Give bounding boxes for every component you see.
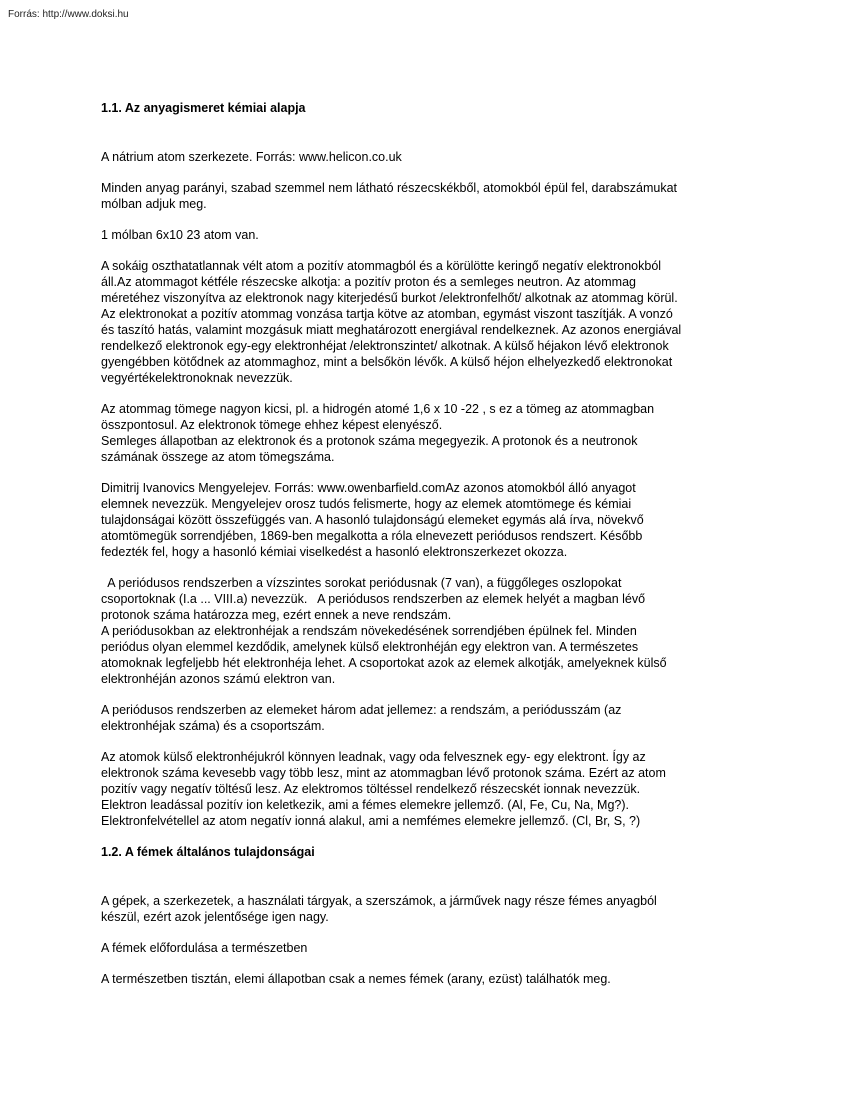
text-line: Az elektronokat a pozitív atommag vonzása tartja kötve az atomban, egymást viszont taszítják. A vonzó	[101, 307, 673, 321]
text-line: összpontosul. Az elektronok tömege ehhez képest elenyésző.	[101, 418, 443, 432]
text-line: számának összege az atom tömegszáma.	[101, 450, 335, 464]
text-line: A nátrium atom szerkezete. Forrás: www.helicon.co.uk	[101, 150, 402, 164]
paragraph	[101, 227, 751, 243]
text-line: 1.1. Az anyagismeret kémiai alapja	[101, 101, 306, 115]
paragraph	[101, 401, 751, 465]
paragraph	[101, 893, 751, 925]
text-line: fedezték fel, hogy a hasonló kémiai viselkedést a hasonló elektronszerkezet okozza.	[101, 545, 568, 559]
text-line: 1.2. A fémek általános tulajdonságai	[101, 845, 315, 859]
text-line: atomtömegük sorrendjében, 1869-ben megalkotta a róla elnevezett periódusos rendszert. Később	[101, 529, 643, 543]
text-line: pozitív vagy negatív töltésű lesz. Az elektromos töltéssel rendelkező részecskét ionnak nevezzük.	[101, 782, 641, 796]
text-line: A fémek előfordulása a természetben	[101, 941, 308, 955]
text-line: elemnek nevezzük. Mengyelejev orosz tudós felismerte, hogy az elemek atomtömege és kémiai	[101, 497, 632, 511]
text-line: A periódusos rendszerben az elemeket három adat jellemez: a rendszám, a periódusszám (az	[101, 703, 622, 717]
text-line: atomoknak legfeljebb hét elektronhéja lehet. A csoportokat azok az elemek alkotják, amelyeknek külső	[101, 656, 667, 670]
subsection-label	[101, 940, 751, 956]
text-line: 1 mólban 6x10 23 atom van.	[101, 228, 259, 242]
text-line: A periódusokban az elektronhéjak a rendszám növekedésének sorrendjében épülnek fel. Minden	[101, 624, 637, 638]
text-line: elektronhéjak száma) és a csoportszám.	[101, 719, 325, 733]
text-line: Az atommag tömege nagyon kicsi, pl. a hidrogén atomé 1,6 x 10 -22 , s ez a tömeg az atommagban	[101, 402, 655, 416]
text-line: Semleges állapotban az elektronok és a protonok száma megegyezik. A protonok és a neutronok	[101, 434, 638, 448]
text-line: vegyértékelektronoknak nevezzük.	[101, 371, 293, 385]
paragraph	[101, 480, 751, 560]
source-header: Forrás: http://www.doksi.hu	[8, 9, 129, 20]
paragraph	[101, 180, 751, 212]
document-body	[101, 100, 751, 987]
text-line: A természetben tisztán, elemi állapotban csak a nemes fémek (arany, ezüst) találhatók meg.	[101, 972, 611, 986]
text-line: Elektronfelvétellel az atom negatív ionná alakul, ami a nemfémes elemekre jellemző. (Cl, Br, S, ?)	[101, 814, 641, 828]
text-line: rendelkező elektronok egy-egy elektronhéjat /elektronszintet/ alkotnak. A külső héjakon lévő elektronok	[101, 339, 669, 353]
text-line: A gépek, a szerkezetek, a használati tárgyak, a szerszámok, a járművek nagy része fémes anyagból	[101, 894, 657, 908]
text-line: Az atomok külső elektronhéjukról könnyen leadnak, vagy oda felvesznek egy- egy elektront. Így az	[101, 750, 646, 764]
section-heading	[101, 844, 751, 860]
text-line: Elektron leadással pozitív ion keletkezik, ami a fémes elemekre jellemző. (Al, Fe, Cu, Na, Mg?).	[101, 798, 629, 812]
text-line: és taszító hatás, valamint mozgásuk miatt meghatározott energiával rendelkeznek. Az azonos energiával	[101, 323, 682, 337]
text-line: csoportoknak (I.a ... VIII.a) nevezzük. A periódusos rendszerben az elemek helyét a magban lévő	[101, 592, 646, 606]
text-line: periódus olyan elemmel kezdődik, amelynek külső elektronhéján egy elektron van. A természetes	[101, 640, 639, 654]
image-caption	[101, 149, 751, 165]
text-line: A periódusos rendszerben a vízszintes sorokat periódusnak (7 van), a függőleges oszlopokat	[101, 576, 622, 590]
paragraph	[101, 702, 751, 734]
text-line: A sokáig oszthatatlannak vélt atom a pozitív atommagból és a körülötte keringő negatív elektronokból	[101, 259, 662, 273]
text-line: Dimitrij Ivanovics Mengyelejev. Forrás: www.owenbarfield.comAz azonos atomokból álló anyagot	[101, 481, 636, 495]
text-line: tulajdonságai között összefüggés van. A hasonló tulajdonságú elemeket egymás alá írva, növekvő	[101, 513, 644, 527]
text-line: készül, ezért azok jelentősége igen nagy.	[101, 910, 329, 924]
text-line: Minden anyag parányi, szabad szemmel nem látható részecskékből, atomokból épül fel, darabszámukat	[101, 181, 678, 195]
text-line: áll.Az atommagot kétféle részecske alkotja: a pozitív proton és a semleges neutron. Az atommag	[101, 275, 636, 289]
text-line: méretéhez viszonyítva az elektronok nagy kiterjedésű burkot /elektronfelhőt/ alkotnak az atommag körül.	[101, 291, 678, 305]
paragraph	[101, 575, 751, 687]
text-line: elektronok száma kevesebb vagy több lesz, mint az atommagban lévő protonok száma. Ezért az atom	[101, 766, 666, 780]
paragraph	[101, 749, 751, 829]
paragraph	[101, 258, 751, 386]
paragraph	[101, 971, 751, 987]
text-line: gyengébben kötődnek az atommaghoz, mint a belsőkön lévők. A külső héjon elhelyezkedő elektronokat	[101, 355, 673, 369]
text-line: elektronhéján azonos számú elektron van.	[101, 672, 336, 686]
text-line: protonok száma határozza meg, ezért ennek a neve rendszám.	[101, 608, 452, 622]
text-line: mólban adjuk meg.	[101, 197, 207, 211]
section-heading	[101, 100, 751, 116]
